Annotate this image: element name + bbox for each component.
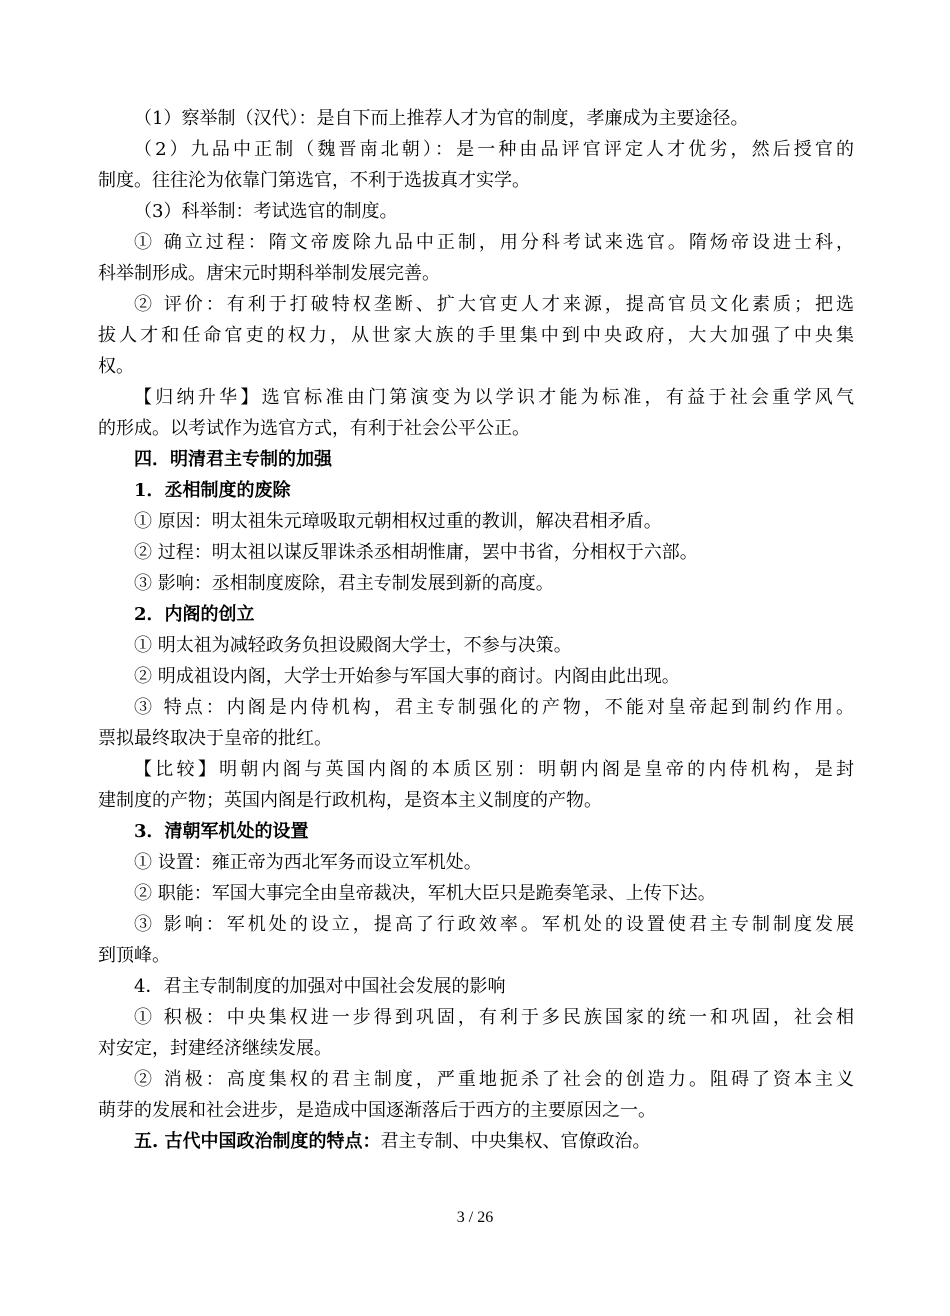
text-line: ① 原因：明太祖朱元璋吸取元朝相权过重的教训，解决君相矛盾。 [134, 511, 662, 532]
text-line: ③ 影响：军机处的设立，提高了行政效率。军机处的设置使君主专制制度发展 [134, 914, 854, 935]
page-number: 3 / 26 [456, 1209, 494, 1226]
features-line [98, 1126, 854, 1157]
text-line: ① 确立过程：隋文帝废除九品中正制，用分科考试来选官。隋炀帝设进士科， [134, 232, 854, 253]
comparison-line: 建制度的产物；英国内阁是行政机构，是资本主义制度的产物。 [98, 790, 602, 811]
text-line: （2）九品中正制（魏晋南北朝）：是一种由品评官评定人才优劣，然后授官的 [134, 139, 854, 160]
text-line: ① 明太祖为减轻政务负担设殿阁大学士，不参与决策。 [134, 635, 572, 656]
text-line: 4．君主专制制度的加强对中国社会发展的影响 [134, 976, 506, 997]
summary-line: 【归纳升华】选官标准由门第演变为以学识才能为标准，有益于社会重学风气 [134, 387, 854, 408]
subsection-heading: 3．清朝军机处的设置 [134, 821, 309, 842]
text-line: ① 设置：雍正帝为西北军务而设立军机处。 [134, 852, 482, 873]
text-line: ② 消极：高度集权的君主制度，严重地扼杀了社会的创造力。阻碍了资本主义 [134, 1069, 854, 1090]
text-line: ② 明成祖设内阁，大学士开始参与军国大事的商讨。内阁由此出现。 [134, 666, 680, 687]
text-line: 制度。往往沦为依靠门第选官，不利于选拔真才实学。 [98, 170, 530, 191]
text-line: ② 评价：有利于打破特权垄断、扩大官吏人才来源，提高官员文化素质；把选 [134, 294, 854, 315]
subsection-heading: 1．丞相制度的废除 [134, 480, 291, 501]
text-line: 到顶峰。 [98, 945, 170, 966]
summary-line: 的形成。以考试作为选官方式，有利于社会公平公正。 [98, 418, 530, 439]
subsection-heading: 2．内阁的创立 [134, 604, 255, 625]
text-line: ① 积极：中央集权进一步得到巩固，有利于多民族国家的统一和巩固，社会相 [134, 1007, 854, 1028]
text-line: ② 过程：明太祖以谋反罪诛杀丞相胡惟庸，罢中书省，分相权于六部。 [134, 542, 698, 563]
text-line: ③ 特点：内阁是内侍机构，君主专制强化的产物，不能对皇帝起到制约作用。 [134, 697, 854, 718]
text-line: （3）科举制：考试选官的制度。 [134, 201, 398, 222]
features-text: 君主专制、中央集权、官僚政治。 [380, 1131, 651, 1152]
features-heading: 五. 古代中国政治制度的特点： [134, 1131, 381, 1152]
text-line: 萌芽的发展和社会进步，是造成中国逐渐落后于西方的主要原因之一。 [98, 1100, 656, 1121]
document-page [98, 103, 854, 1157]
text-line: ③ 影响：丞相制度废除，君主专制发展到新的高度。 [134, 573, 554, 594]
text-line: （1）察举制（汉代）：是自下而上推荐人才为官的制度，孝廉成为主要途径。 [134, 108, 749, 129]
text-line: 科举制形成。唐宋元时期科举制发展完善。 [98, 263, 440, 284]
comparison-line: 【比较】明朝内阁与英国内阁的本质区别：明朝内阁是皇帝的内侍机构，是封 [134, 759, 854, 780]
text-line: 拔人才和任命官吏的权力，从世家大族的手里集中到中央政府，大大加强了中央集 [98, 325, 854, 346]
text-line: ② 职能：军国大事完全由皇帝裁决，军机大臣只是跪奏笔录、上传下达。 [134, 883, 716, 904]
text-line: 对安定，封建经济继续发展。 [98, 1038, 332, 1059]
text-line: 票拟最终取决于皇帝的批红。 [98, 728, 332, 749]
text-line: 权。 [98, 356, 134, 377]
section-heading: 四．明清君主专制的加强 [134, 449, 332, 470]
